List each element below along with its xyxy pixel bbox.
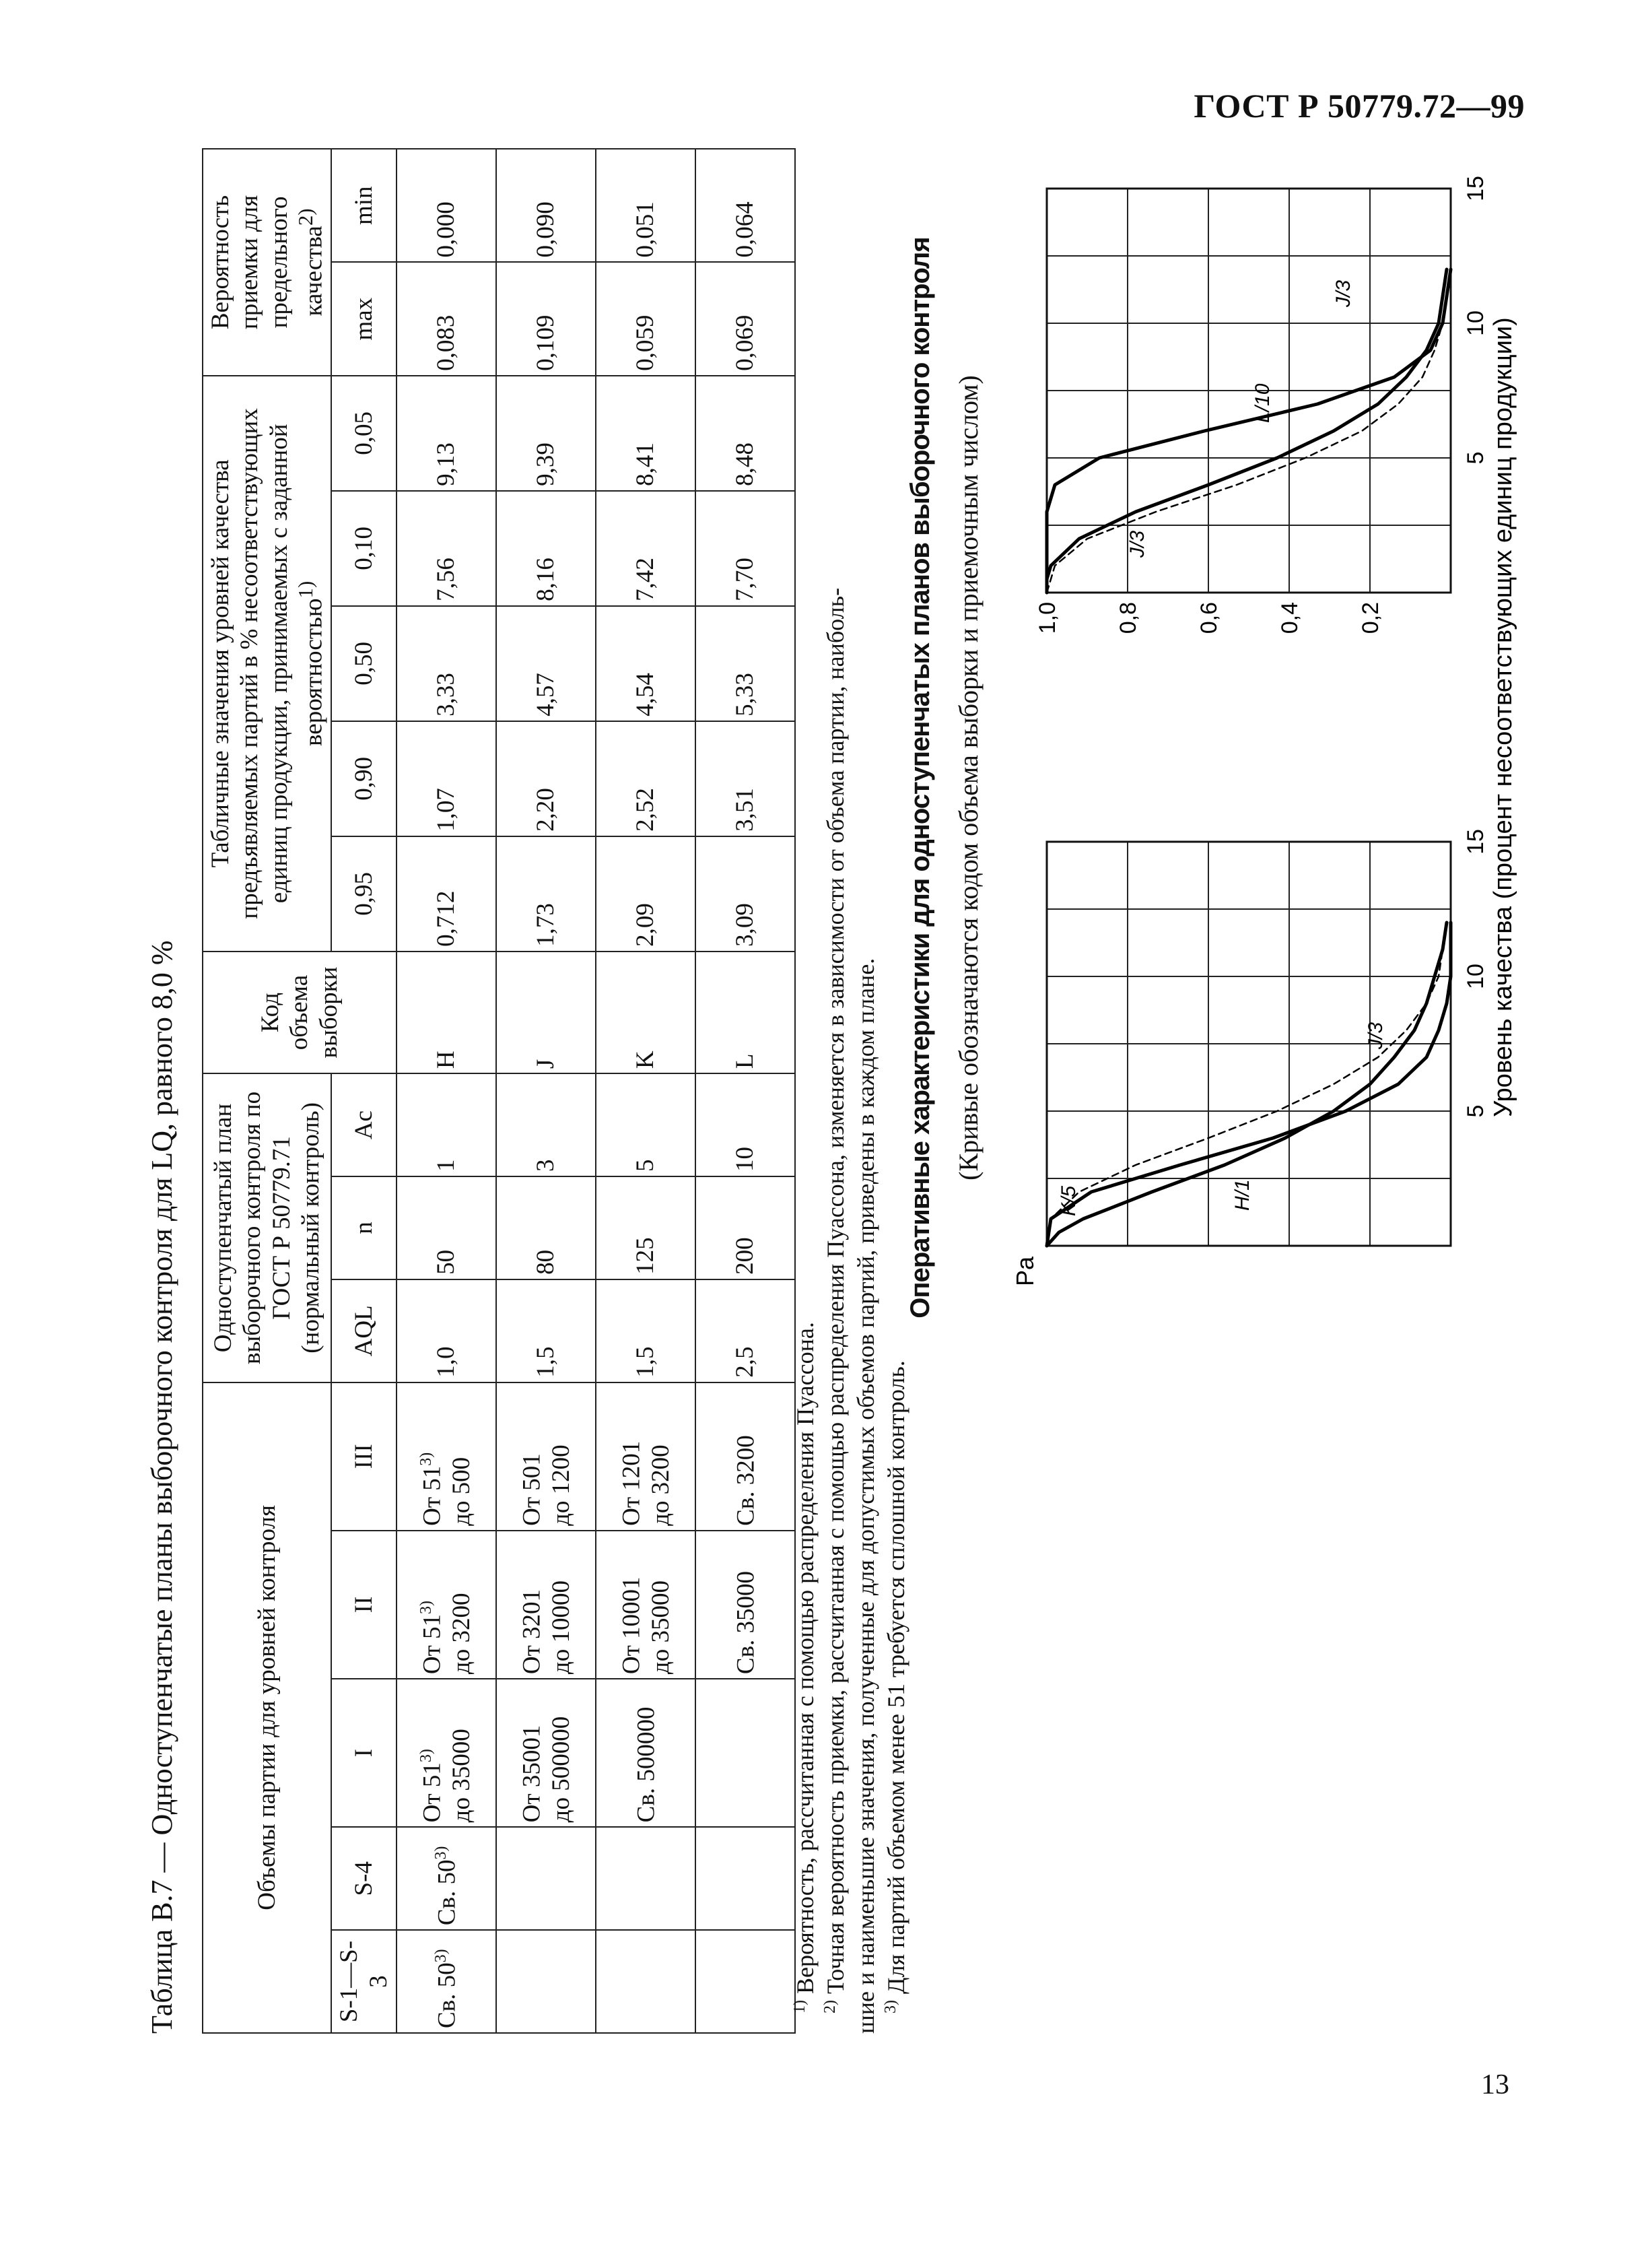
cell-ii: От 51$^{3)}$ до 3200 — [397, 1531, 496, 1679]
subheader-ac: Ac — [331, 1073, 397, 1176]
cell-max: 0,069 — [695, 263, 795, 376]
cell-min: 0,051 — [596, 149, 695, 263]
page-number: 13 — [1481, 2069, 1509, 2100]
x-tick-label: 5 — [1463, 451, 1488, 465]
subheader-s4: S-4 — [331, 1827, 397, 1930]
cell-i: От 51$^{3)}$ до 35000 — [397, 1679, 496, 1827]
cell-p090: 3,51 — [695, 721, 795, 836]
x-tick-label: 10 — [1463, 310, 1488, 336]
cell-p095: 1,73 — [496, 836, 596, 952]
cell-p050: 4,57 — [496, 606, 596, 721]
cell-p095: 0,712 — [397, 836, 496, 952]
footnote: $^{3)}$ Для партий объемом менее 51 требуется сплошной контроль. — [882, 1360, 909, 2013]
subheader-n: n — [331, 1176, 397, 1279]
cell-p010: 7,70 — [695, 491, 795, 606]
subheader-p010: 0,10 — [331, 491, 397, 606]
series-line-l-10 — [1047, 269, 1451, 593]
series-label: J/3 — [1365, 1022, 1387, 1049]
cell-max: 0,083 — [397, 263, 496, 376]
y-tick-label: 0,2 — [1358, 602, 1383, 634]
cell-p095: 3,09 — [695, 836, 795, 952]
series-label: K/5 — [1058, 1185, 1080, 1216]
y-tick-label: 0,6 — [1196, 602, 1222, 634]
subheader-iii: III — [331, 1382, 397, 1531]
cell-ac: 10 — [695, 1073, 795, 1176]
x-tick-label: 15 — [1463, 176, 1488, 201]
cell-aql: 1,5 — [496, 1279, 596, 1382]
cell-max: 0,109 — [496, 263, 596, 376]
y-tick-label: 0,8 — [1115, 602, 1141, 634]
cell-n: 50 — [397, 1176, 496, 1279]
y-tick-label: 1,0 — [1035, 602, 1060, 634]
cell-p050: 3,33 — [397, 606, 496, 721]
standard-code: ГОСТ Р 50779.72—99 — [1194, 87, 1525, 125]
cell-aql: 1,5 — [596, 1279, 695, 1382]
header-code: Код объема выборки — [203, 952, 397, 1073]
series-line-j-3 — [1047, 269, 1447, 593]
cell-ac: 3 — [496, 1073, 596, 1176]
cell-p010: 8,16 — [496, 491, 596, 606]
cell-p095: 2,09 — [596, 836, 695, 952]
cell-min: 0,090 — [496, 149, 596, 263]
cell-aql: 1,0 — [397, 1279, 496, 1382]
cell-p005: 9,13 — [397, 376, 496, 491]
x-tick-label: 5 — [1463, 1104, 1488, 1118]
cell-ii: От 10001 до 35000 — [596, 1531, 695, 1679]
header-single-plan: Одноступенчатый план выборочного контроля по ГОСТ Р 50779.71 (нормальный контроль) — [203, 1073, 331, 1382]
subheader-p090: 0,90 — [331, 721, 397, 836]
footnote: $^{1)}$ Вероятность, рассчитанная с помощью распределения Пуассона. — [791, 1322, 819, 2013]
cell-p010: 7,42 — [596, 491, 695, 606]
footnote: шие и наименьшие значения, полученные для допустимых объемов партий, приведены в каждом плане. — [852, 958, 879, 2034]
cell-p090: 1,07 — [397, 721, 496, 836]
subheader-p050: 0,50 — [331, 606, 397, 721]
cell-p010: 7,56 — [397, 491, 496, 606]
cell-code: L — [695, 952, 795, 1073]
subheader-ii: II — [331, 1531, 397, 1679]
cell-p050: 5,33 — [695, 606, 795, 721]
cell-iii: Св. 3200 — [695, 1382, 795, 1531]
x-axis-label: Уровень качества (процент несоответствующих единиц продукции) — [1489, 317, 1517, 1117]
cell-n: 125 — [596, 1176, 695, 1279]
subheader-i: I — [331, 1679, 397, 1827]
subheader-p005: 0,05 — [331, 376, 397, 491]
footnote: $^{2)}$ Точная вероятность приемки, рассчитанная с помощью распределения Пуассона, изменяется в зависимости от объема партии, наиболь- — [821, 587, 849, 2013]
cell-p005: 8,48 — [695, 376, 795, 491]
cell-ac: 5 — [596, 1073, 695, 1176]
cell-s4: Св. 50$^{3)}$ — [397, 1827, 496, 1930]
cell-ii: Св. 35000 — [695, 1531, 795, 1679]
x-tick-label: 15 — [1463, 829, 1488, 855]
y-tick-label: 0,4 — [1277, 602, 1303, 634]
cell-min: 0,064 — [695, 149, 795, 263]
subheader-max: max — [331, 263, 397, 376]
cell-iii: От 501 до 1200 — [496, 1382, 596, 1531]
cell-s1-s3: Св. 50$^{3)}$ — [397, 1930, 496, 2033]
cell-iii: От 51$^{3)}$ до 500 — [397, 1382, 496, 1531]
series-label: L/10 — [1251, 383, 1274, 423]
cell-code: H — [397, 952, 496, 1073]
cell-min: 0,000 — [397, 149, 496, 263]
cell-iii: От 1201 до 3200 — [596, 1382, 695, 1531]
series-label: J/3 — [1126, 530, 1148, 558]
cell-n: 80 — [496, 1176, 596, 1279]
y-axis-label: Pa — [1011, 1256, 1039, 1286]
series-line-j-3 — [1047, 269, 1451, 593]
subheader-min: min — [331, 149, 397, 263]
charts-subtitle: (Кривые обозначаются кодом объема выборки и приемочным числом) — [953, 375, 984, 1180]
header-tabulated: Табличные значения уровней качества предъявляемых партий в % несоответствующих единиц продукции, принимаемых с заданной вероятностью$^{1)}$ — [203, 376, 331, 952]
oc-charts — [145, 108, 1517, 2061]
cell-p005: 8,41 — [596, 376, 695, 491]
header-probability: Вероятность приемки для предельного качества$^{2)}$ — [203, 149, 331, 376]
charts-title: Оперативные характеристики для одноступенчатых планов выборочного контроля — [905, 237, 935, 1319]
cell-i: От 35001 до 500000 — [496, 1679, 596, 1827]
x-tick-label: 10 — [1463, 964, 1488, 989]
cell-max: 0,059 — [596, 263, 695, 376]
table-caption: Таблица В.7 — Одноступенчатые планы выборочного контроля для LQ, равного 8,0 % — [145, 940, 178, 2034]
cell-n: 200 — [695, 1176, 795, 1279]
cell-p050: 4,54 — [596, 606, 695, 721]
subheader-p095: 0,95 — [331, 836, 397, 952]
subheader-aql: AQL — [331, 1279, 397, 1382]
cell-ac: 1 — [397, 1073, 496, 1176]
series-label: H/1 — [1231, 1179, 1253, 1211]
rotated-page-content — [145, 108, 1517, 2061]
cell-p090: 2,52 — [596, 721, 695, 836]
cell-ii: От 3201 до 10000 — [496, 1531, 596, 1679]
cell-p090: 2,20 — [496, 721, 596, 836]
cell-code: J — [496, 952, 596, 1073]
cell-p005: 9,39 — [496, 376, 596, 491]
cell-i: Св. 500000 — [596, 1679, 695, 1827]
subheader-s1-s3: S-1—S-3 — [331, 1930, 397, 2033]
cell-code: K — [596, 952, 695, 1073]
cell-aql: 2,5 — [695, 1279, 795, 1382]
header-lot-sizes: Объемы партии для уровней контроля — [203, 1382, 331, 2033]
series-label: J/3 — [1332, 279, 1354, 307]
